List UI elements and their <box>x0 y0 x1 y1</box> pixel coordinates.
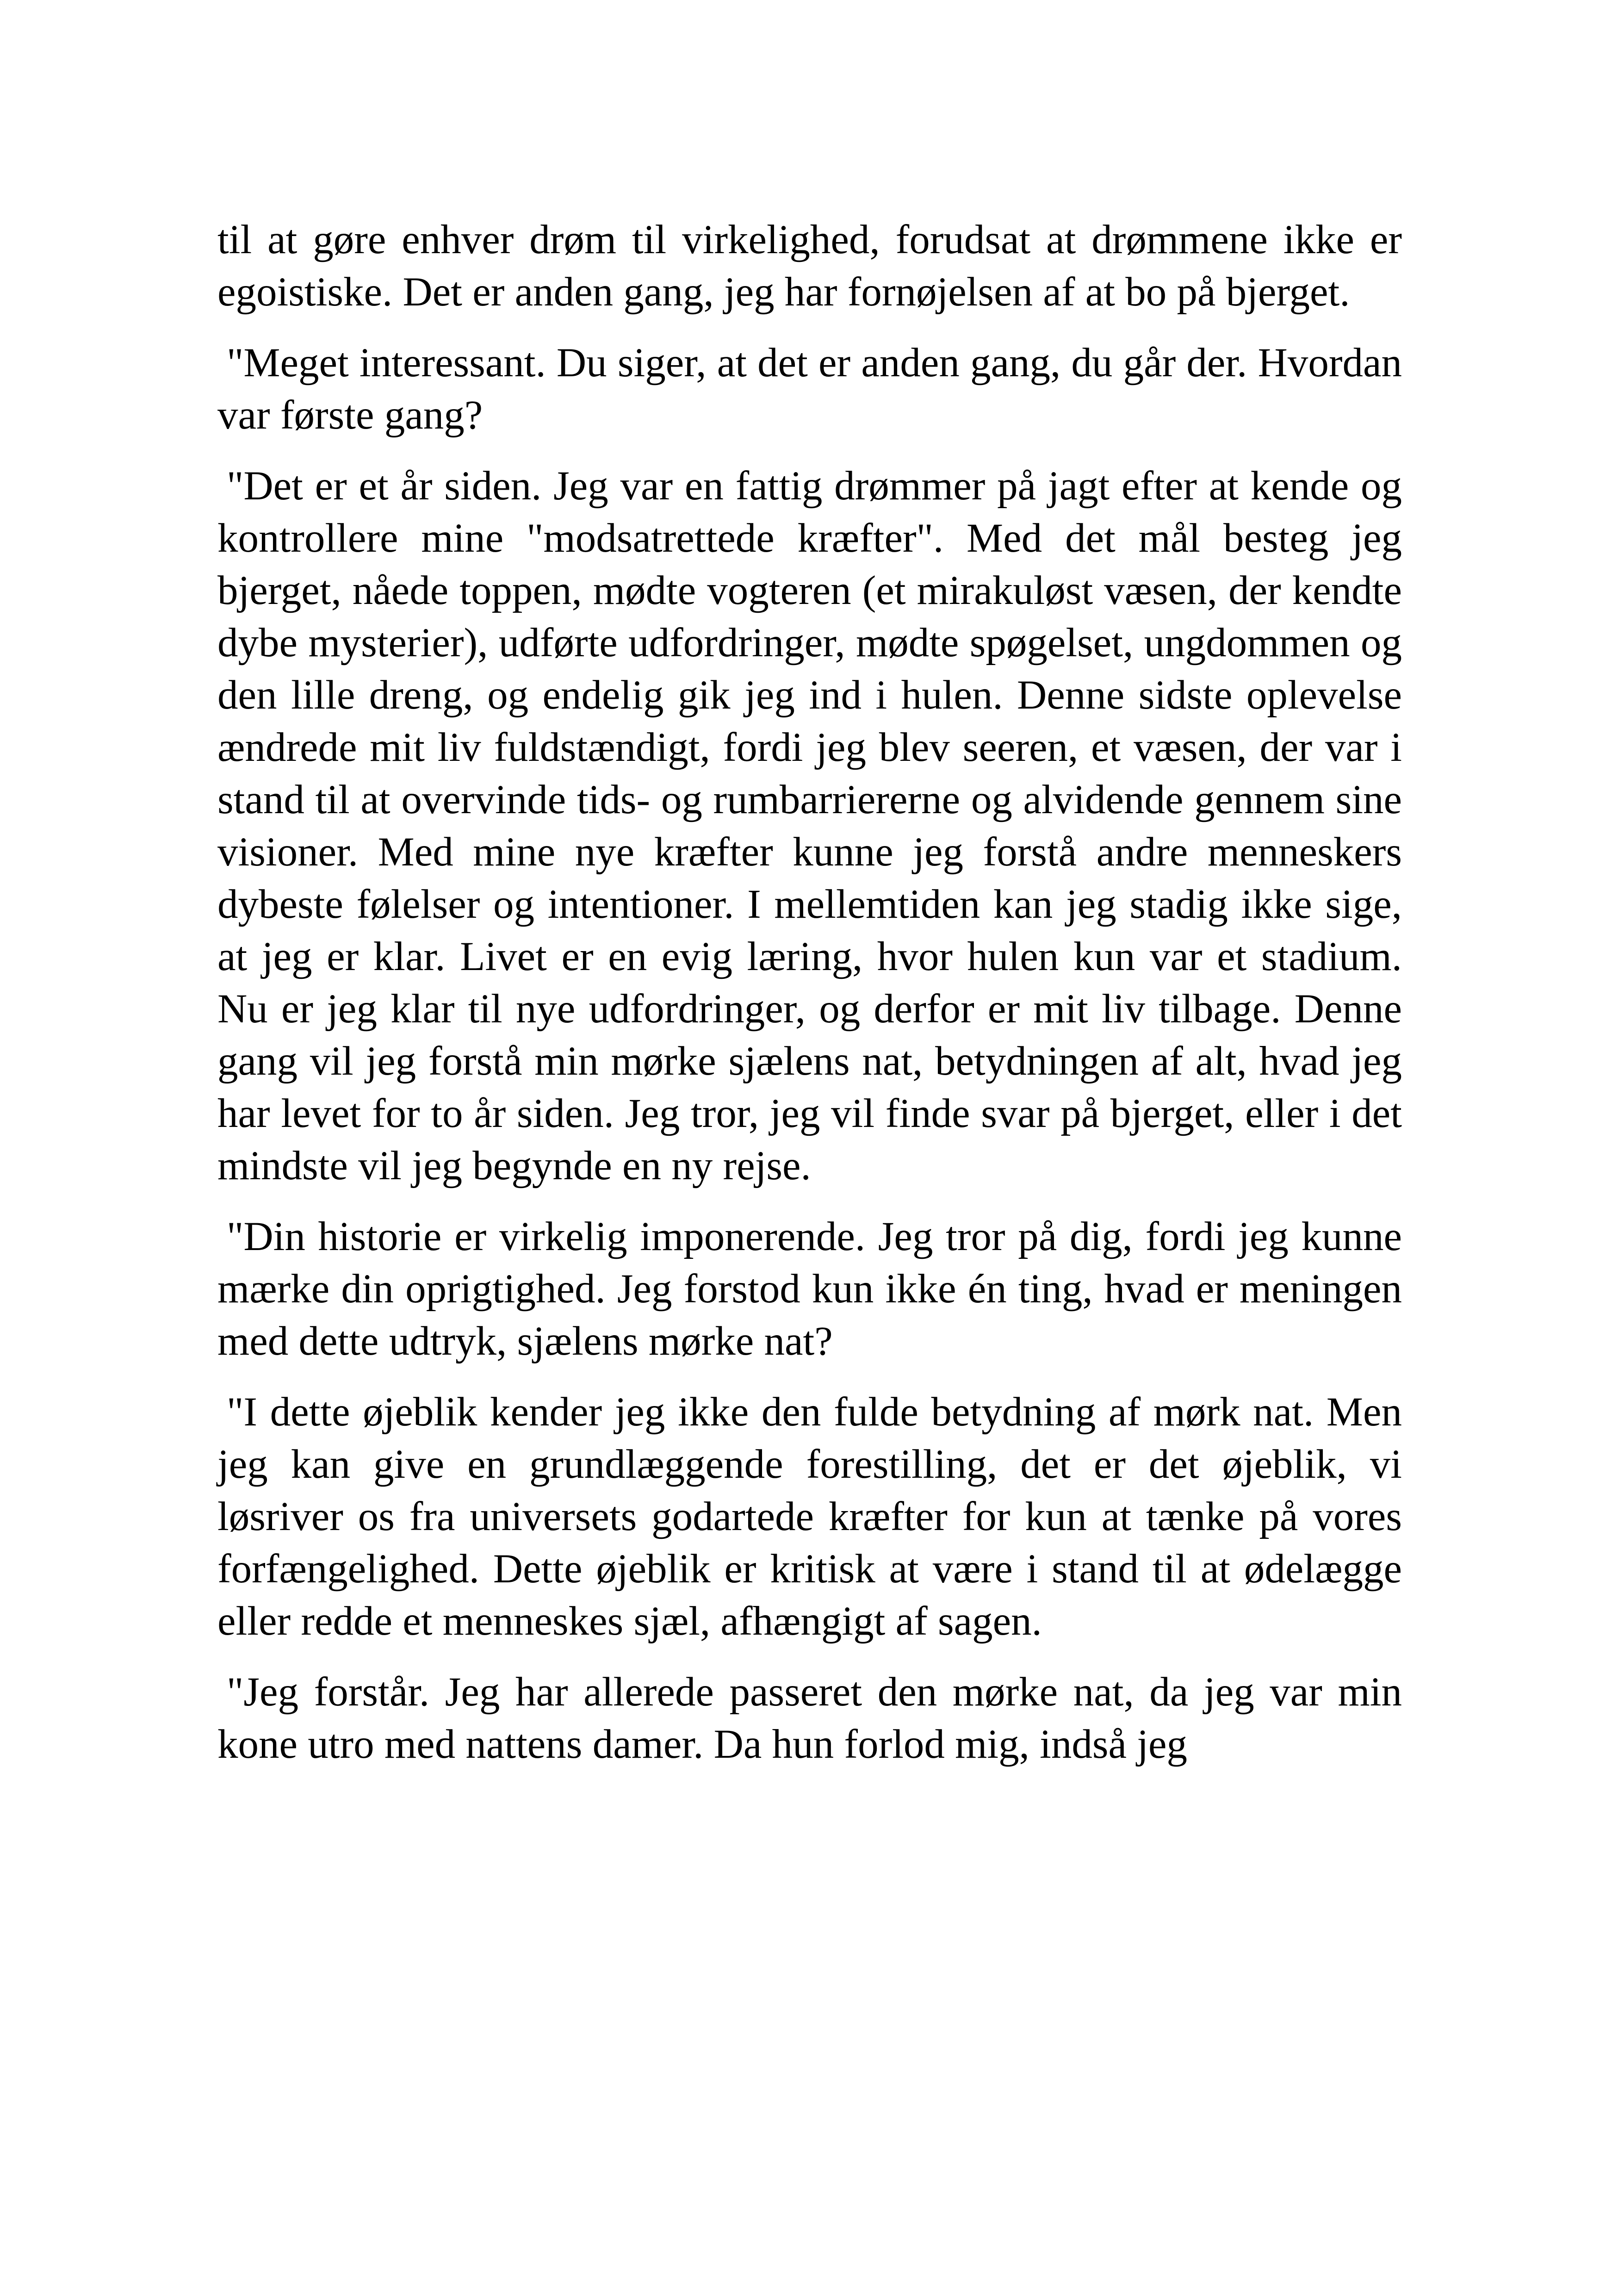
paragraph-4: "Din historie er virkelig imponerende. Jeg tror på dig, fordi jeg kunne mærke din oprigtighed. Jeg forstod kun ikke én ting, hvad er meningen med dette udtryk, sjælens mørke nat? <box>217 1214 1402 1364</box>
paragraph-2: "Meget interessant. Du siger, at det er anden gang, du går der. Hvordan var første gang? <box>217 340 1402 438</box>
body-text <box>217 214 1402 1771</box>
paragraph-3: "Det er et år siden. Jeg var en fattig drømmer på jagt efter at kende og kontrollere mine "modsatrettede kræfter". Med det mål besteg jeg bjerget, nåede toppen, mødte vogteren (et mirakuløst væsen, der kendte dybe mysterier), udførte udfordringer, mødte spøgelset, ungdommen og den lille dreng, og endelig gik jeg ind i hulen. Denne sidste oplevelse ændrede mit liv fuldstændigt, fordi jeg blev seeren, et væsen, der var i stand til at overvinde tids- og rumbarriererne og alvidende gennem sine visioner. Med mine nye kræfter kunne jeg forstå andre menneskers dybeste følelser og intentioner. I mellemtiden kan jeg stadig ikke sige, at jeg er klar. Livet er en evig læring, hvor hulen kun var et stadium. Nu er jeg klar til nye udfordringer, og derfor er mit liv tilbage. Denne gang vil jeg forstå min mørke sjælens nat, betydningen af alt, hvad jeg har levet for to år siden. Jeg tror, jeg vil finde svar på bjerget, eller i det mindste vil jeg begynde en ny rejse. <box>217 463 1402 1188</box>
paragraph-6: "Jeg forstår. Jeg har allerede passeret den mørke nat, da jeg var min kone utro med nattens damer. Da hun forlod mig, indså jeg <box>217 1669 1402 1767</box>
paragraph-1: til at gøre enhver drøm til virkelighed, forudsat at drømmene ikke er egoistiske. Det er anden gang, jeg har fornøjelsen af at bo på bjerget. <box>217 217 1402 315</box>
paragraph-5: "I dette øjeblik kender jeg ikke den fulde betydning af mørk nat. Men jeg kan give en grundlæggende forestilling, det er det øjeblik, vi løsriver os fra universets godartede kræfter for kun at tænke på vores forfængelighed. Dette øjeblik er kritisk at være i stand til at ødelægge eller redde et menneskes sjæl, afhængigt af sagen. <box>217 1389 1402 1644</box>
